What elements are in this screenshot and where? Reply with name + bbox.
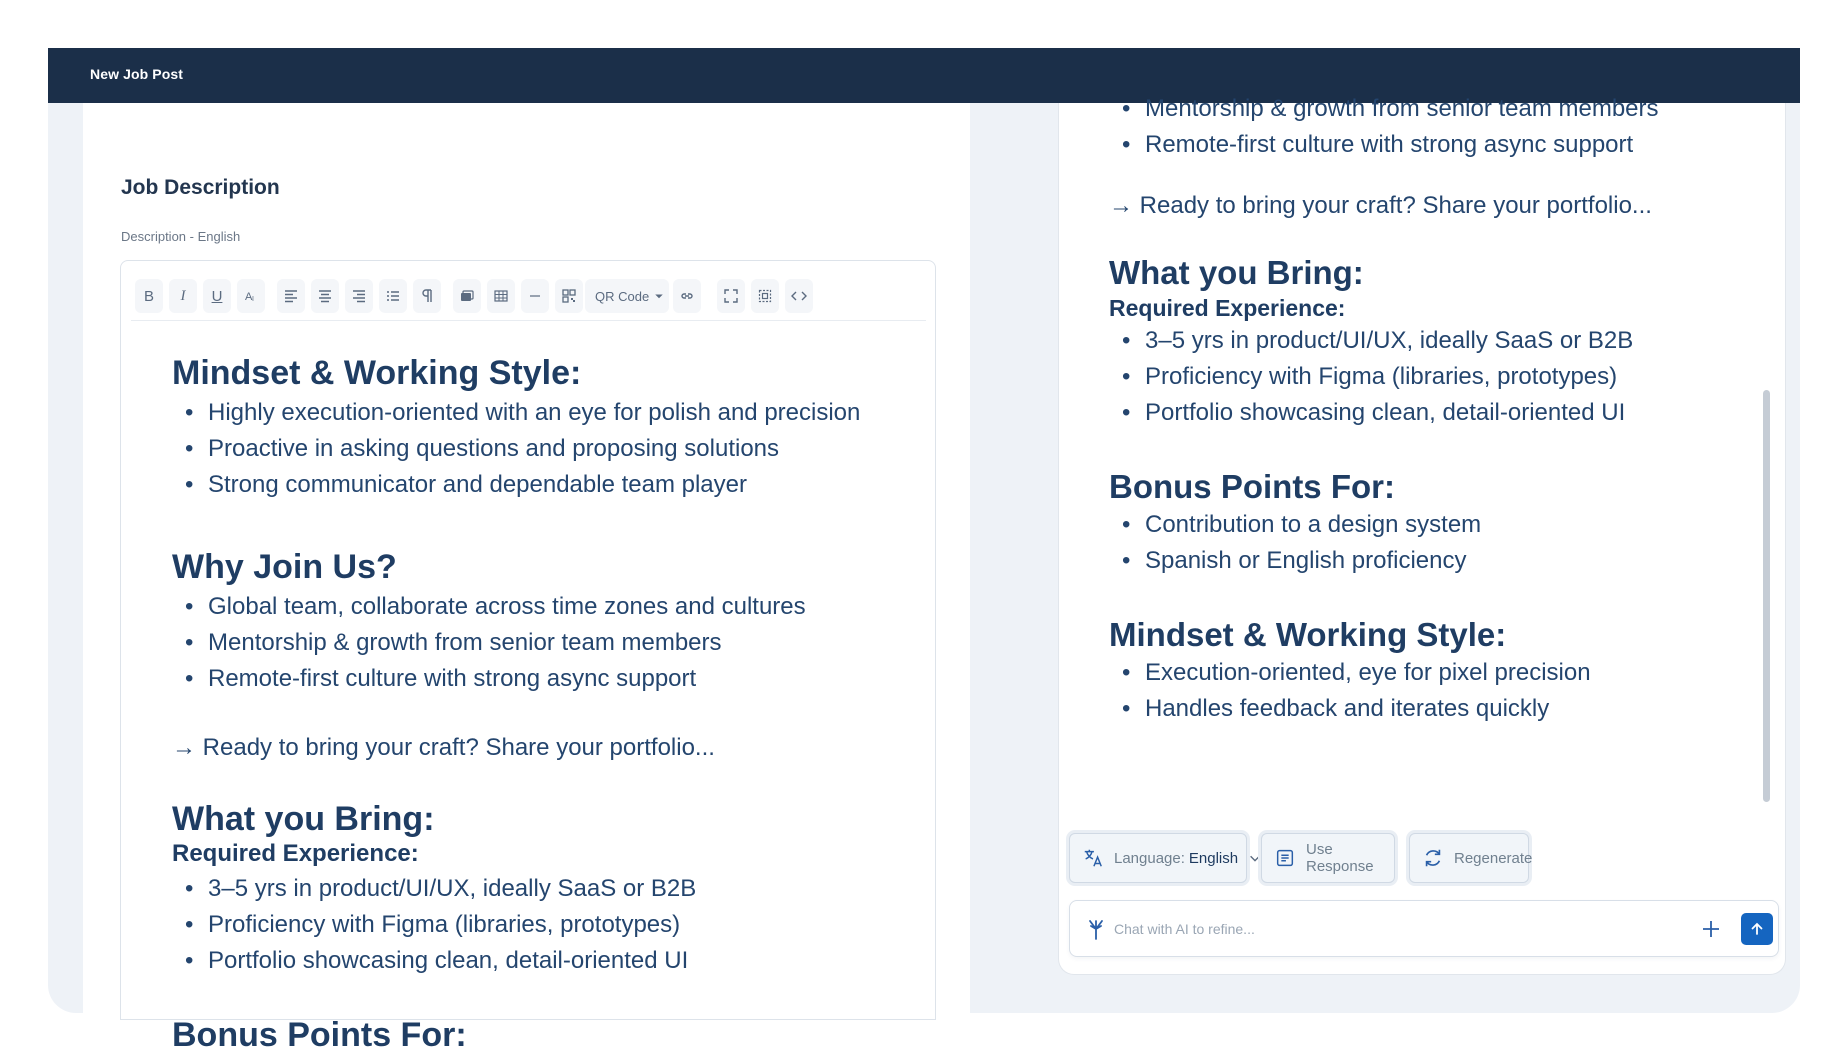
align-right-button[interactable] <box>345 279 373 313</box>
list-item: • Handles feedback and iterates quickly <box>1109 691 1769 727</box>
ai-heading-what-you-bring: What you Bring: <box>1109 254 1364 291</box>
underline-button[interactable] <box>203 279 231 313</box>
chat-input[interactable] <box>1114 915 1674 943</box>
list-item: • Highly execution-oriented with an eye for polish and precision <box>172 395 912 431</box>
list-item: • Spanish or English proficiency <box>1109 543 1769 579</box>
list-item: • Proficiency with Figma (libraries, prototypes) <box>1109 359 1769 395</box>
refresh-icon <box>1422 847 1444 869</box>
subheading-required-experience: Required Experience: <box>172 840 419 867</box>
use-response-label: Use Response <box>1306 841 1374 875</box>
list-item: • Proficiency with Figma (libraries, prototypes) <box>172 907 912 943</box>
arrow-up-icon <box>1749 921 1765 937</box>
list-item: • Portfolio showcasing clean, detail-oriented UI <box>172 943 912 979</box>
ai-chat-box <box>1069 900 1779 957</box>
select-all-icon <box>757 288 773 304</box>
description-field-label: Description - English <box>121 229 241 244</box>
document-icon <box>1274 847 1296 869</box>
heading-bonus-points: Bonus Points For: <box>172 1016 467 1054</box>
list-item: • Mentorship & growth from senior team members <box>1109 91 1769 127</box>
qr-code-label: QR Code <box>595 288 650 304</box>
editor-content[interactable] <box>172 353 912 1055</box>
list-item: • 3–5 yrs in product/UI/UX, ideally SaaS or B2B <box>1109 323 1769 359</box>
list-item: • Contribution to a design system <box>1109 507 1769 543</box>
translate-icon <box>1082 847 1104 869</box>
bullet-list-why-join <box>172 589 912 697</box>
list-item: • Portfolio showcasing clean, detail-oriented UI <box>1109 395 1769 431</box>
section-title: Job Description <box>121 176 280 199</box>
bold-button[interactable] <box>135 279 163 313</box>
font-size-icon <box>243 288 259 304</box>
svg-text:A: A <box>245 291 253 303</box>
language-label: Language: <box>1114 849 1185 867</box>
align-center-button[interactable] <box>311 279 339 313</box>
job-form-pane <box>83 103 970 1054</box>
link-button[interactable] <box>673 279 701 313</box>
scrollbar[interactable] <box>1763 390 1770 802</box>
ai-response-panel <box>1058 95 1786 975</box>
paragraph-button[interactable] <box>413 279 441 313</box>
bullet-list-button[interactable] <box>379 279 407 313</box>
horizontal-rule-button[interactable] <box>521 279 549 313</box>
list-item: • Proactive in asking questions and proposing solutions <box>172 431 912 467</box>
svg-text:I: I <box>252 296 254 303</box>
source-code-button[interactable] <box>785 279 813 313</box>
editor-toolbar <box>131 269 926 321</box>
align-left-button[interactable] <box>277 279 305 313</box>
qr-code-button[interactable] <box>555 279 583 313</box>
ai-response-content <box>1109 91 1769 727</box>
table-button[interactable] <box>487 279 515 313</box>
chevron-down-icon <box>1248 851 1262 865</box>
caret-down-icon <box>653 290 665 302</box>
add-attachment-button[interactable] <box>1697 915 1725 943</box>
italic-button[interactable] <box>169 279 197 313</box>
italic-glyph: I <box>180 287 186 304</box>
ai-subheading-required: Required Experience: <box>1109 295 1346 321</box>
code-icon <box>791 288 807 304</box>
rich-text-editor[interactable] <box>120 260 936 1054</box>
ai-bullet-list-required <box>1109 323 1769 431</box>
ai-bullet-list-top <box>1109 91 1769 163</box>
heading-why-join: Why Join Us? <box>172 548 397 586</box>
ai-bullet-list-bonus <box>1109 507 1769 579</box>
qr-code-dropdown[interactable] <box>585 279 669 313</box>
language-value: English <box>1188 849 1239 867</box>
align-center-icon <box>317 288 333 304</box>
ai-bullet-list-mindset <box>1109 655 1769 727</box>
list-item: • Execution-oriented, eye for pixel precision <box>1109 655 1769 691</box>
horizontal-rule-icon <box>527 288 543 304</box>
list-item: • Mentorship & growth from senior team members <box>172 625 912 661</box>
qr-code-icon <box>561 288 577 304</box>
bold-glyph: B <box>143 287 154 305</box>
ai-action-bar <box>1069 833 1769 883</box>
image-icon <box>459 288 475 304</box>
heading-what-you-bring: What you Bring: <box>172 800 435 838</box>
list-item: • 3–5 yrs in product/UI/UX, ideally SaaS or B2B <box>172 871 912 907</box>
link-icon <box>679 288 695 304</box>
ai-heading-bonus: Bonus Points For: <box>1109 468 1395 505</box>
send-button[interactable] <box>1741 913 1773 945</box>
table-icon <box>493 288 509 304</box>
bullet-list-mindset <box>172 395 912 503</box>
font-size-button[interactable] <box>237 279 265 313</box>
language-dropdown[interactable] <box>1069 833 1247 883</box>
heading-mindset: Mindset & Working Style: <box>172 354 582 392</box>
app-window <box>48 48 1800 1054</box>
fullscreen-button[interactable] <box>717 279 745 313</box>
align-left-icon <box>283 288 299 304</box>
ai-sparkle-icon <box>1084 917 1108 941</box>
paragraph-icon <box>419 288 435 304</box>
list-item: • Remote-first culture with strong async support <box>172 661 912 697</box>
plus-icon <box>1699 917 1723 941</box>
list-item: • Remote-first culture with strong async support <box>1109 127 1769 163</box>
underline-glyph: U <box>211 287 223 305</box>
bullet-list-icon <box>385 288 401 304</box>
regenerate-label: Regenerate <box>1454 849 1533 867</box>
list-item: • Strong communicator and dependable team player <box>172 467 912 503</box>
align-right-icon <box>351 288 367 304</box>
list-item: • Global team, collaborate across time zones and cultures <box>172 589 912 625</box>
use-response-button[interactable] <box>1261 833 1395 883</box>
call-to-action: → Ready to bring your craft? Share your portfolio... <box>172 734 715 761</box>
ai-heading-mindset: Mindset & Working Style: <box>1109 616 1507 653</box>
regenerate-button[interactable] <box>1409 833 1533 883</box>
image-button[interactable] <box>453 279 481 313</box>
fullscreen-icon <box>723 288 739 304</box>
bullet-list-required <box>172 871 912 979</box>
ai-call-to-action: → Ready to bring your craft? Share your portfolio... <box>1109 192 1652 219</box>
select-all-button[interactable] <box>751 279 779 313</box>
window-title: New Job Post <box>90 66 183 82</box>
